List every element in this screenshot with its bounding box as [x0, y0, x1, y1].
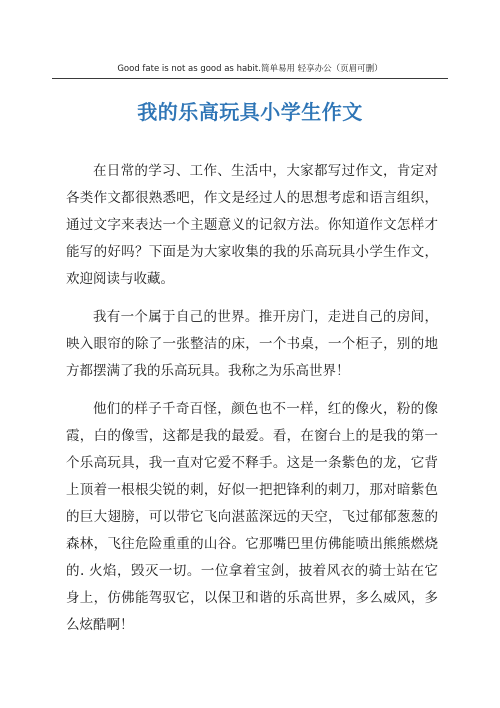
header-divider [52, 78, 448, 79]
document-body [66, 158, 438, 650]
page-header [0, 62, 500, 74]
paragraph-intro: 在日常的学习、工作、生活中，大家都写过作文，肯定对各类作文都很熟悉吧，作文是经过人的思想考虑和语言组织，通过文字来表达一个主题意义的记叙方法。你知道作文怎样才能写的好吗？下面是为大家收集的我的乐高玩具小学生作文，欢迎阅读与收藏。 [66, 163, 438, 287]
paragraph-my-world: 我有一个属于自己的世界。推开房门，走进自己的房间，映入眼帘的除了一张整洁的床，一个书桌，一个柜子，别的地方都摆满了我的乐高玩具。我称之为乐高世界！ [66, 309, 438, 379]
header-chinese-note: 简单易用 轻享办公（页眉可删） [260, 64, 383, 74]
paragraph-dragon: 他们的样子千奇百怪，颜色也不一样，红的像火，粉的像霞，白的像雪，这都是我的最爱。看，在窗台上的是我的第一个乐高玩具，我一直对它爱不释手。这是一条紫色的龙，它背上顶着一根根尖锐的刺，好似一把把锋利的刺刀，那对暗紫色的巨大翅膀，可以带它飞向湛蓝深远的天空，飞过郁郁葱葱的森林，飞往危险重重的山谷。它那嘴巴里仿佛能喷出熊熊燃烧的. 火焰，毁灭一切。一位拿着宝剑，披着风衣的骑士站在它身上，仿佛能驾驭它，以保卫和谐的乐高世界，多么威风，多么炫酷啊！ [66, 401, 438, 633]
document-title: 我的乐高玩具小学生作文 [137, 100, 363, 124]
header-english-motto: Good fate is not as good as habit. [117, 64, 261, 74]
